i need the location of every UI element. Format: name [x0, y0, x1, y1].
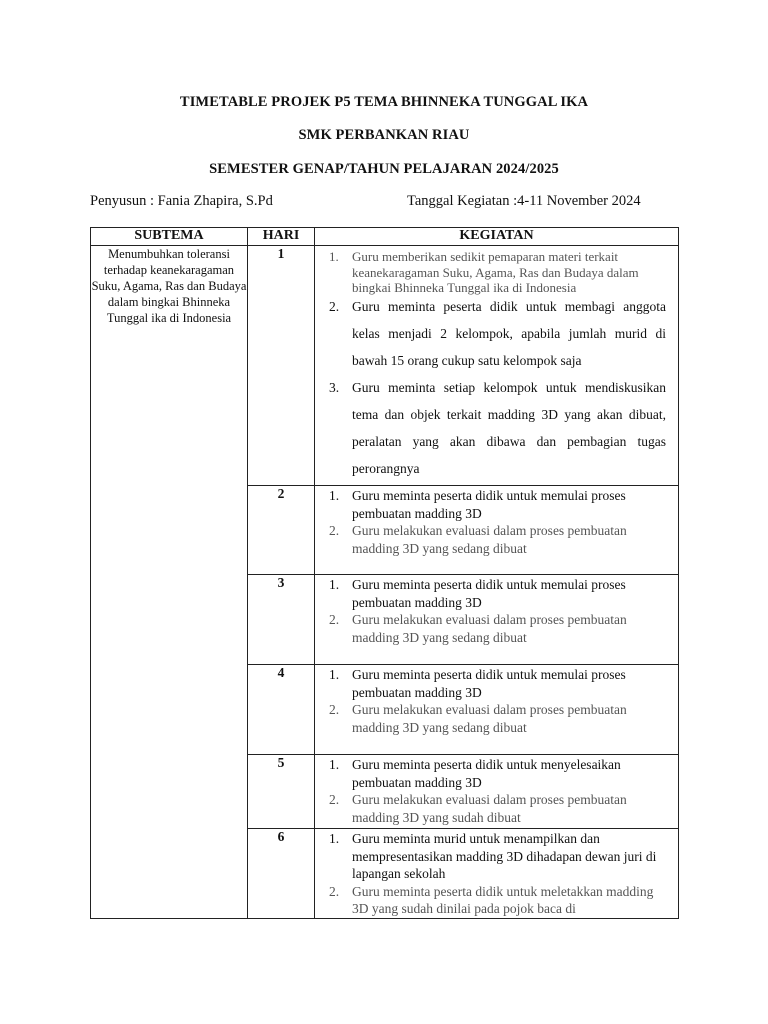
timetable [90, 227, 679, 919]
hari-cell: 3 [248, 575, 315, 665]
school-name: SMK PERBANKAN RIAU [298, 127, 470, 143]
list-item: 2. Guru meminta peserta didik untuk meletakkan madding 3D yang sudah dinilai pada pojok baca di [329, 883, 654, 916]
hari-cell: 5 [248, 755, 315, 829]
table-header-row [91, 228, 679, 246]
hari-cell: 4 [248, 665, 315, 755]
list-item: 1. Guru meminta peserta didik untuk memulai proses pembuatan madding 3D [329, 577, 626, 610]
list-item: 1. Guru memberikan sedikit pemaparan materi terkait keanekaragaman Suku, Agama, Ras dan Budaya dalam bingkai Bhinneka Tunggal ika di Indonesia [329, 249, 639, 295]
list-item: 3. Guru meminta setiap kelompok untuk mendiskusikan tema dan objek terkait madding 3D yang akan dibuat, peralatan yang akan dibawa dan pembagian tugas perorangnya [329, 379, 666, 476]
list-item: 2. Guru meminta peserta didik untuk membagi anggota kelas menjadi 2 kelompok, apabila jumlah murid di bawah 15 orang cukup satu kelompok saja [329, 298, 666, 368]
list-item: 2. Guru melakukan evaluasi dalam proses pembuatan madding 3D yang sudah dibuat [329, 792, 627, 825]
list-item: 2. Guru melakukan evaluasi dalam proses pembuatan madding 3D yang sedang dibuat [329, 523, 627, 556]
hari-cell: 6 [248, 829, 315, 919]
kegiatan-cell [315, 486, 679, 575]
list-item: 1. Guru meminta peserta didik untuk memulai proses pembuatan madding 3D [329, 488, 626, 521]
subtema-text: Menumbuhkan toleransi terhadap keanekaragaman Suku, Agama, Ras dan Budaya dalam bingkai Bhinneka Tunggal ika di Indonesia [91, 247, 247, 325]
list-item: 1. Guru meminta peserta didik untuk menyelesaikan pembuatan madding 3D [329, 757, 621, 790]
header-subtema: SUBTEMA [91, 228, 248, 246]
list-item: 2. Guru melakukan evaluasi dalam proses pembuatan madding 3D yang sedang dibuat [329, 612, 627, 645]
kegiatan-cell [315, 665, 679, 755]
hari-cell: 1 [248, 246, 315, 486]
list-item: 1. Guru meminta murid untuk menampilkan dan mempresentasikan madding 3D dihadapan dewan juri di lapangan sekolah [329, 831, 657, 881]
document-title: TIMETABLE PROJEK P5 TEMA BHINNEKA TUNGGAL IKA [179, 94, 589, 110]
kegiatan-cell [315, 755, 679, 829]
kegiatan-cell [315, 829, 679, 919]
table-row [91, 246, 679, 486]
list-item: 1. Guru meminta peserta didik untuk memulai proses pembuatan madding 3D [329, 667, 626, 700]
list-item: 2. Guru melakukan evaluasi dalam proses pembuatan madding 3D yang sedang dibuat [329, 702, 627, 735]
hari-cell: 2 [248, 486, 315, 575]
kegiatan-cell [315, 246, 679, 486]
subtema-cell [91, 246, 248, 919]
semester-line: SEMESTER GENAP/TAHUN PELAJARAN 2024/2025 [209, 161, 559, 177]
header-kegiatan: KEGIATAN [315, 228, 679, 246]
author-line: Penyusun : Fania Zhapira, S.Pd [90, 193, 273, 209]
event-date-line: Tanggal Kegiatan :4-11 November 2024 [407, 193, 641, 209]
header-hari: HARI [248, 228, 315, 246]
kegiatan-cell [315, 575, 679, 665]
